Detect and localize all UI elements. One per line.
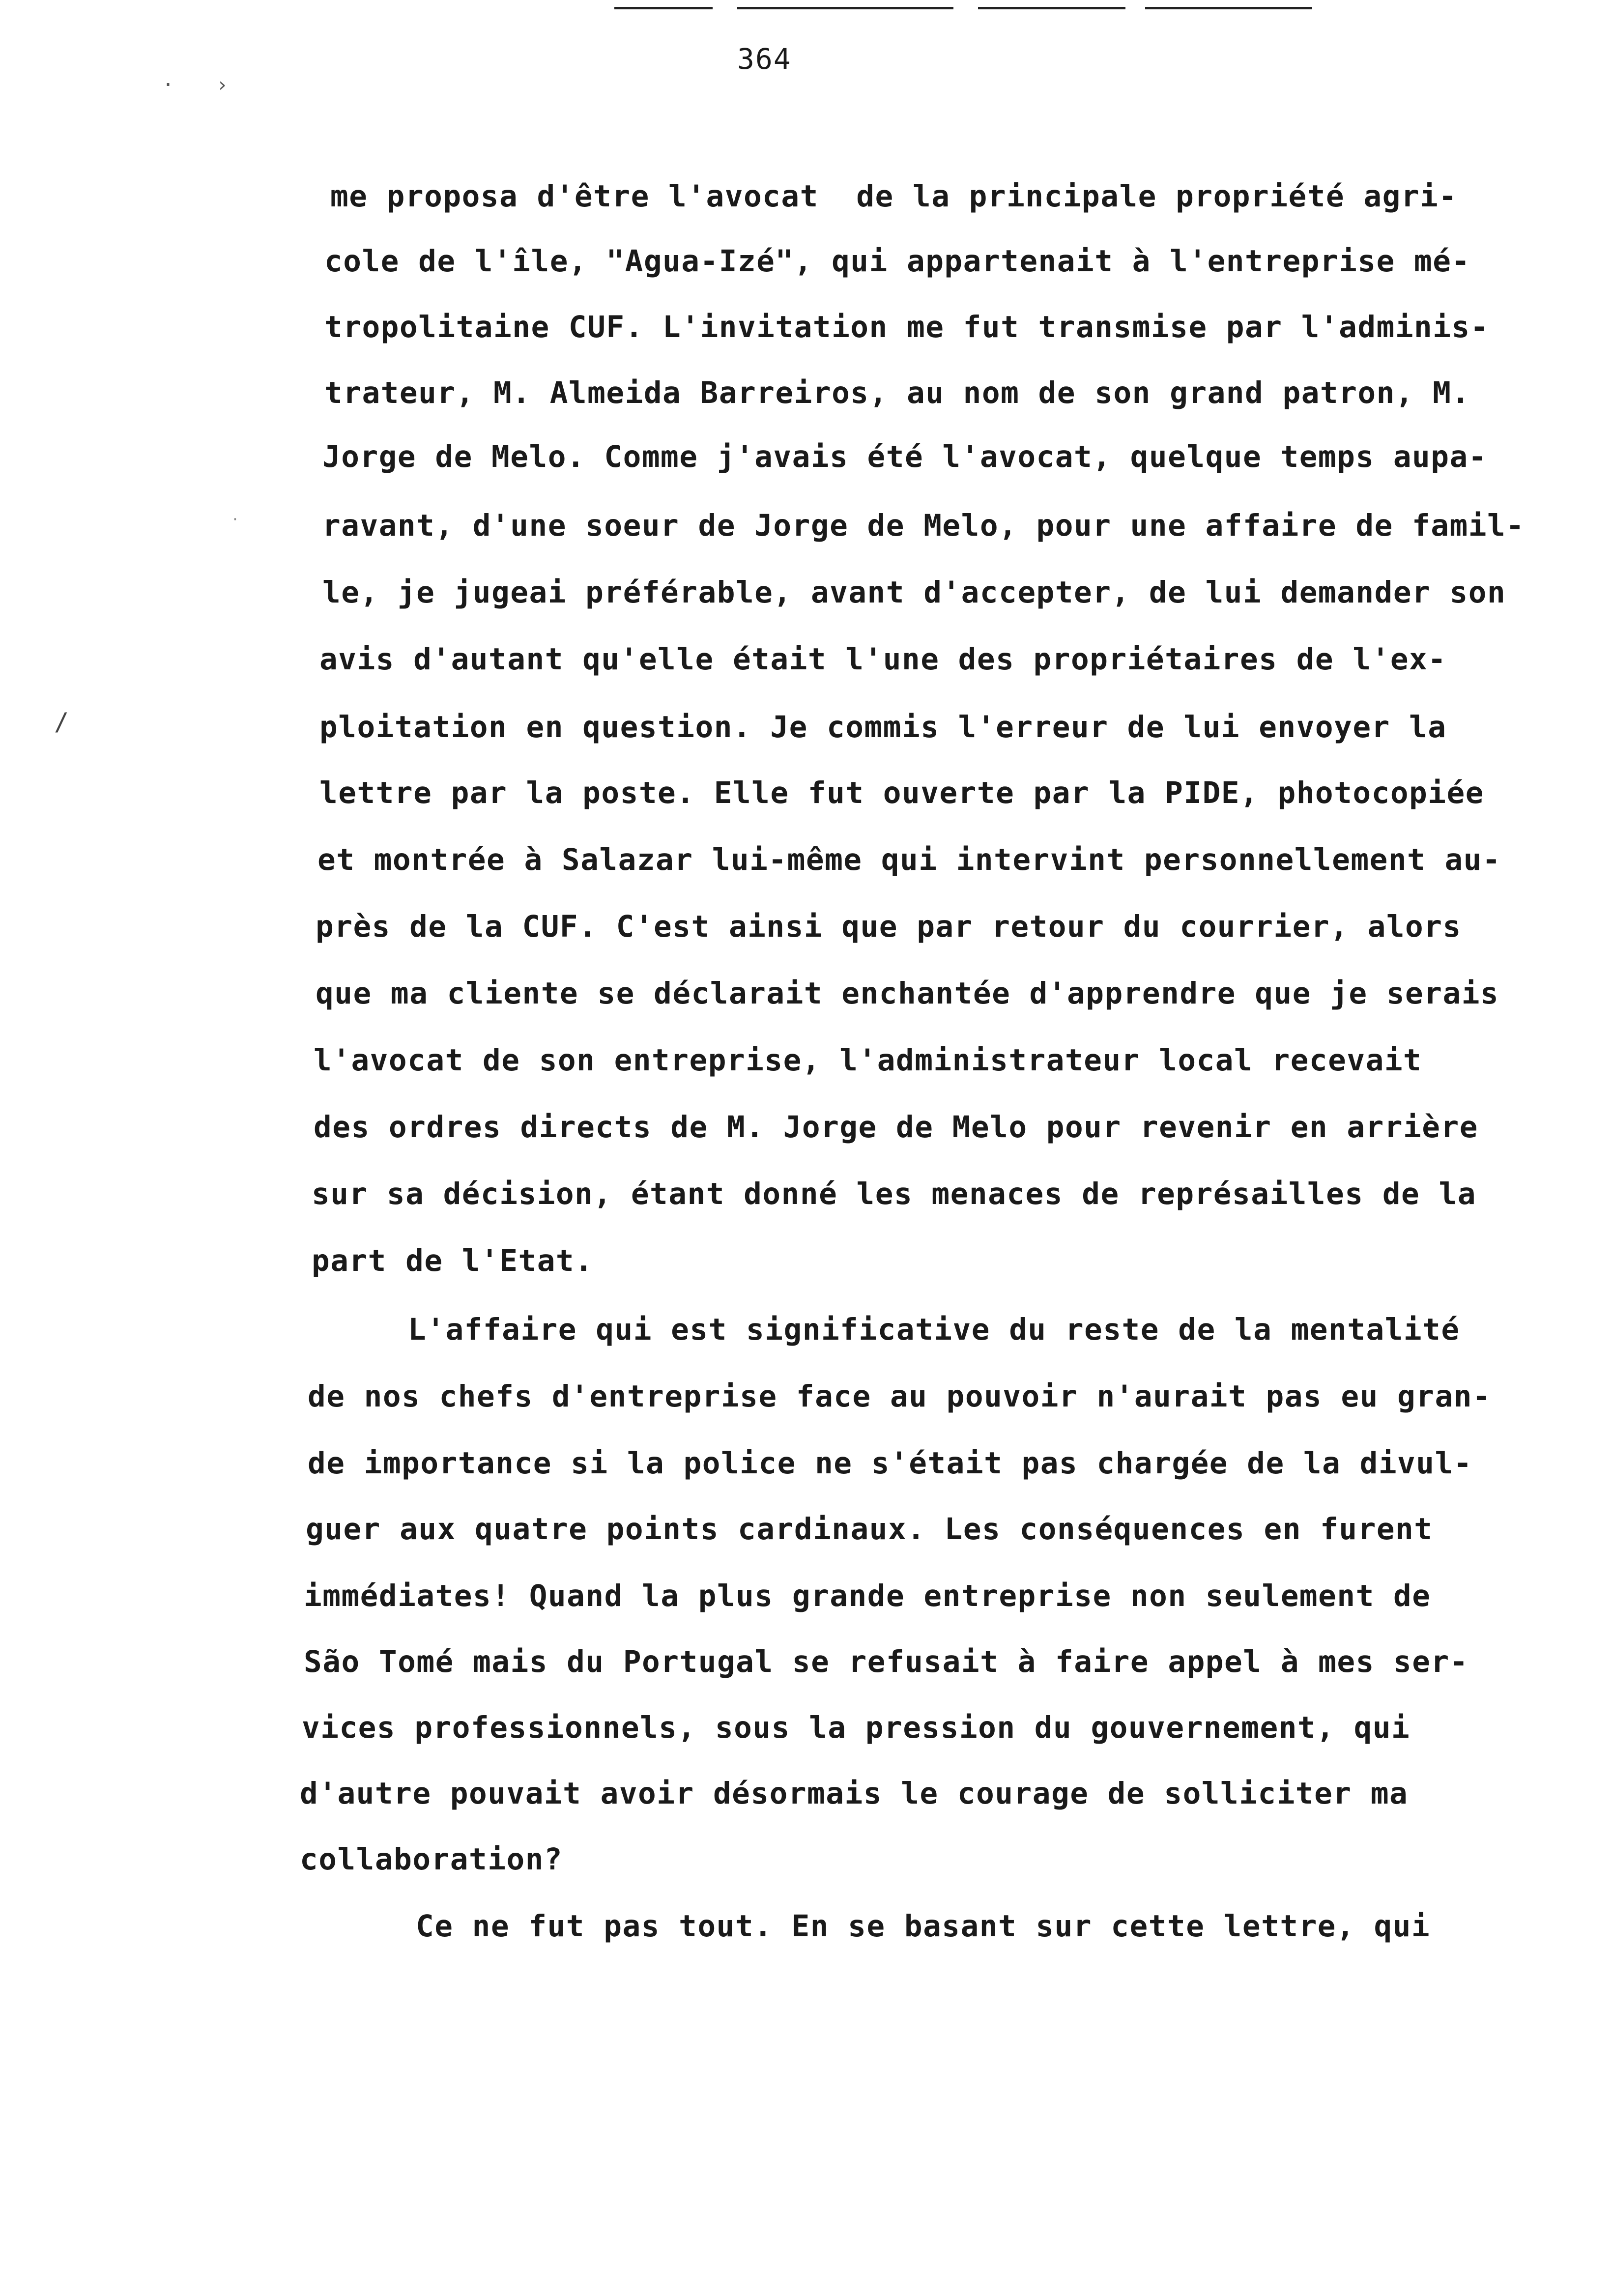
text-line: avis d'autant qu'elle était l'une des propriétaires de l'ex- <box>319 642 1447 677</box>
margin-speck: · <box>231 511 239 527</box>
text-line: vices professionnels, sous la pression du gouvernement, qui <box>302 1710 1410 1745</box>
text-line: d'autre pouvait avoir désormais le courage de solliciter ma <box>300 1776 1409 1811</box>
text-line: São Tomé mais du Portugal se refusait à faire appel à mes ser- <box>304 1644 1468 1679</box>
text-line: Ce ne fut pas tout. En se basant sur cette lettre, qui <box>416 1909 1431 1944</box>
text-line: cole de l'île, "Agua-Izé", qui appartenait à l'entreprise mé- <box>324 244 1470 279</box>
text-line: L'affaire qui est significative du reste de la mentalité <box>408 1312 1460 1347</box>
text-line: guer aux quatre points cardinaux. Les conséquences en furent <box>306 1512 1433 1547</box>
text-line: que ma cliente se déclarait enchantée d'apprendre que je serais <box>316 976 1499 1011</box>
text-line: ploitation en question. Je commis l'erreur de lui envoyer la <box>319 710 1447 745</box>
top-edge-rule <box>1145 7 1312 9</box>
text-line: Jorge de Melo. Comme j'avais été l'avocat, quelque temps aupa- <box>322 439 1487 474</box>
top-edge-rule <box>978 7 1125 9</box>
text-line: lettre par la poste. Elle fut ouverte par la PIDE, photocopiée <box>319 775 1484 810</box>
top-edge-rule <box>614 7 713 9</box>
text-line: et montrée à Salazar lui-même qui intervint personnellement au- <box>317 842 1501 877</box>
text-line: immédiates! Quand la plus grande entreprise non seulement de <box>304 1578 1431 1613</box>
page-number: 364 <box>737 42 792 76</box>
margin-speck: · <box>162 74 174 96</box>
margin-speck: / <box>54 708 69 736</box>
top-edge-rule <box>737 7 953 9</box>
text-line: le, je jugeai préférable, avant d'accepter, de lui demander son <box>322 575 1506 610</box>
text-line: collaboration? <box>300 1842 563 1877</box>
text-line: tropolitaine CUF. L'invitation me fut transmise par l'adminis- <box>324 310 1489 344</box>
text-line: me proposa d'être l'avocat de la principale propriété agri- <box>330 179 1458 214</box>
margin-speck: › <box>216 74 229 96</box>
text-line: l'avocat de son entreprise, l'administrateur local recevait <box>314 1043 1422 1078</box>
text-line: part de l'Etat. <box>312 1243 594 1278</box>
text-line: près de la CUF. C'est ainsi que par retour du courrier, alors <box>316 909 1462 944</box>
text-line: de importance si la police ne s'était pas chargée de la divul- <box>308 1446 1472 1481</box>
text-line: des ordres directs de M. Jorge de Melo pour revenir en arrière <box>314 1110 1478 1145</box>
text-line: ravant, d'une soeur de Jorge de Melo, pour une affaire de famil- <box>322 508 1525 543</box>
text-line: sur sa décision, étant donné les menaces de représailles de la <box>312 1177 1476 1211</box>
text-line: trateur, M. Almeida Barreiros, au nom de son grand patron, M. <box>324 375 1470 410</box>
text-line: de nos chefs d'entreprise face au pouvoir n'aurait pas eu gran- <box>308 1379 1492 1414</box>
